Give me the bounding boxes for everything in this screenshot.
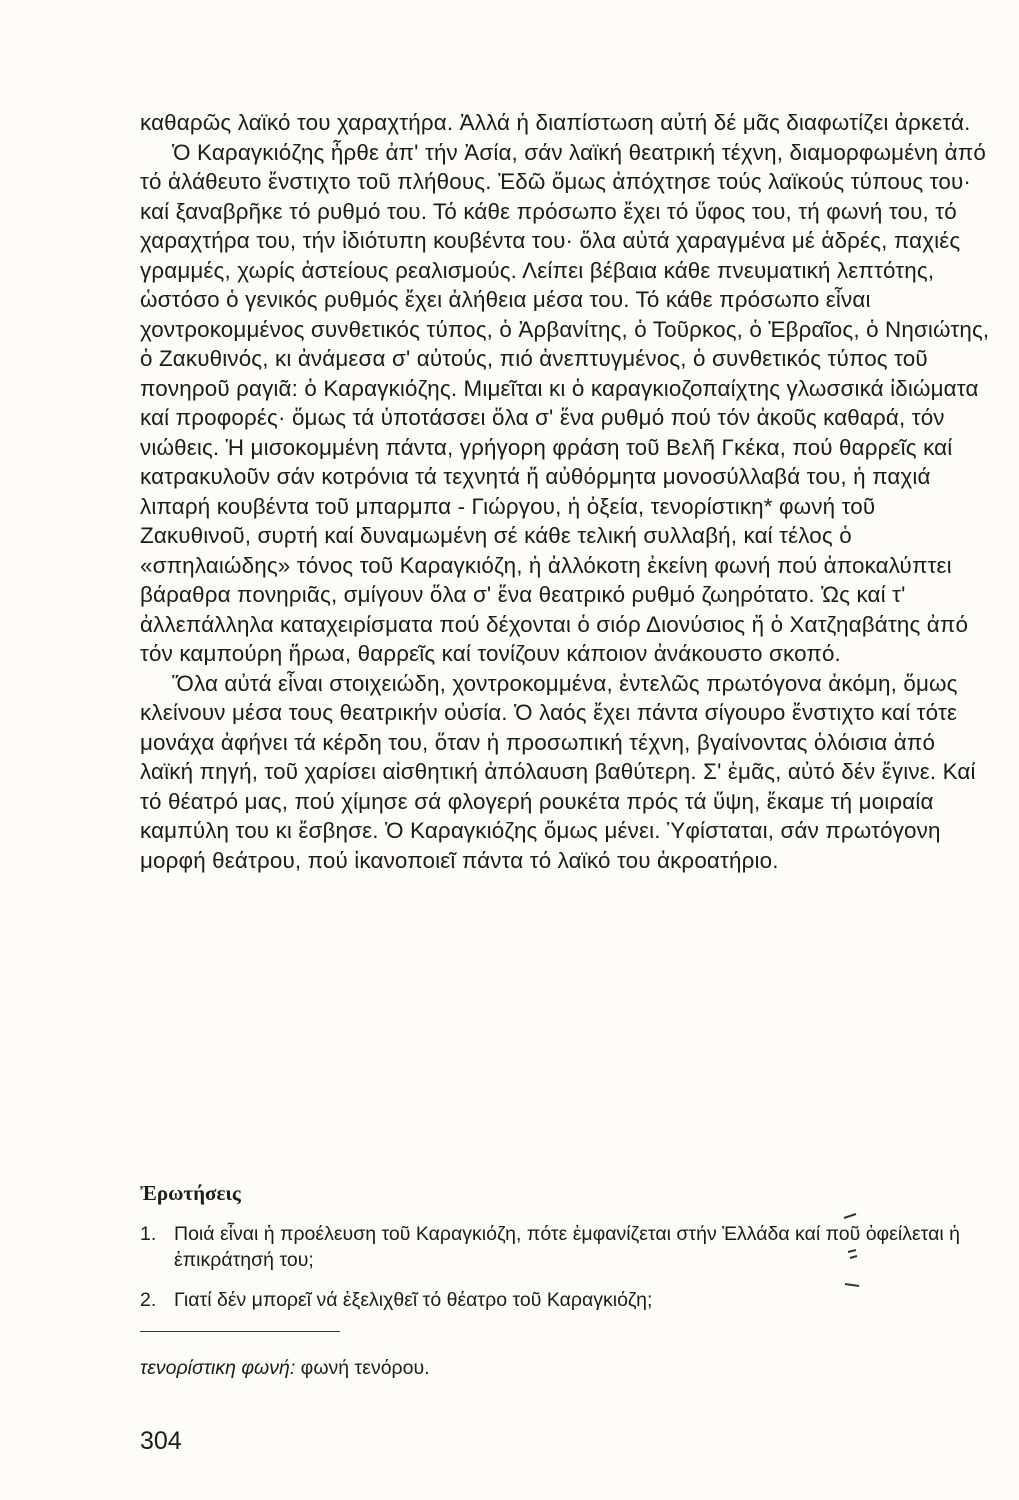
footnote [140, 1355, 430, 1381]
essay-body [140, 108, 990, 875]
footnote-divider [140, 1331, 340, 1332]
questions-heading: Ἐρωτήσεις [140, 1181, 241, 1205]
question-text: Ποιά εἶναι ἡ προέλευση τοῦ Καραγκιόζη, πότε ἐμφανίζεται στήν Ἑλλάδα καί ποῦ ὀφείλεται ἡ ἐπικράτησή του; [174, 1223, 960, 1271]
main-text-block [140, 108, 990, 875]
question-text: Γιατί δέν μπορεῖ νά ἐξελιχθεῖ τό θέατρο τοῦ Καραγκιόζη; [174, 1289, 653, 1311]
paragraph-continuation: καθαρῶς λαϊκό του χαραχτήρα. Ἀλλά ἡ διαπίστωση αὐτή δέ μᾶς διαφωτίζει ἀρκετά. [140, 110, 971, 135]
footnote-term: τενορίστικη φωνή: [140, 1357, 296, 1379]
paragraph-karagiozis-origin: Ὁ Καραγκιόζης ἦρθε ἀπ' τήν Ἀσία, σάν λαϊκή θεατρική τέχνη, διαμορφωμένη ἀπό τό ἀλάθευτο ἔνστιχτο τοῦ πλήθους. Ἐδῶ ὅμως ἀπόχτησε τούς λαϊκούς τύπους του· καί ξαναβρῆκε τό ρυθμό του. Τό κάθε πρόσωπο ἔχει τό ὕφος του, τή φωνή του, τό χαραχτήρα του, τήν ἰδιότυπη κουβέντα του· ὅλα αὐτά χαραγμένα μέ ἁδρές, παχιές γραμμές, χωρίς ἀστείους ρεαλισμούς. Λείπει βέβαια κάθε πνευματική λεπτότης, ὡστόσο ὁ γενικός ρυθμός ἔχει ἀλήθεια μέσα του. Τό κάθε πρόσωπο εἶναι χοντροκομμένος συνθετικός τύπος, ὁ Ἀρβανίτης, ὁ Τοῦρκος, ὁ Ἑβραῖος, ὁ Νησιώτης, ὁ Ζακυθινός, κι ἀνάμεσα σ' αὐτούς, πιό ἀνεπτυγμένος, ὁ συνθετικός τύπος τοῦ πονηροῦ ραγιᾶ: ὁ Καραγκιόζης. Μιμεῖται κι ὁ καραγκιοζοπαίχτης γλωσσικά ἰδιώματα καί προφορές· ὅμως τά ὑποτάσσει ὅλα σ' ἕνα ρυθμό πού τόν ἀκοῦς καθαρά, τόν νιώθεις. Ἡ μισοκομμένη πάντα, γρήγορη φράση τοῦ Βελῆ Γκέκα, πού θαρρεῖς καί κατρακυλοῦν σάν κοτρόνια τά τεχνητά ἤ αὐθόρμητα μονοσύλλαβά του, ἡ παχιά λιπαρή κουβέντα τοῦ μπαρμπα - Γιώργου, ἡ ὀξεία, τενορίστικη* φωνή τοῦ Ζακυθινοῦ, συρτή καί δυναμωμένη σέ κάθε τελική συλλαβή, καί τέλος ὁ «σπηλαιώδης» τόνος τοῦ Καραγκιόζη, ἡ ἀλλόκοτη ἐκείνη φωνή πού ἀποκαλύπτει βάραθρα πονηριᾶς, σμίγουν ὅλα σ' ἕνα θεατρικό ρυθμό ζωηρότατο. Ὡς καί τ' ἀλλεπάλληλα καταχειρίσματα πού δέχονται ὁ σιόρ Διονύσιος ἤ ὁ Χατζηαβάτης ἀπό τόν καμπούρη ἥρωα, θαρρεῖς καί τονίζουν κάποιον ἀνάκουστο σκοπό. [140, 139, 990, 666]
paragraph-conclusion: Ὅλα αὐτά εἶναι στοιχειώδη, χοντροκομμένα, ἐντελῶς πρωτόγονα ἀκόμη, ὅμως κλείνουν μέσα τους θεατρικήν οὐσία. Ὁ λαός ἔχει πάντα σίγουρο ἔνστιχτο καί τότε μονάχα ἀφήνει τά κέρδη του, ὅταν ἡ προσωπική τέχνη, βγαίνοντας ὁλόισια ἀπό λαϊκή πηγή, τοῦ χαρίσει αἰσθητική ἀπόλαυση βαθύτερη. Σ' ἐμᾶς, αὐτό δέν ἔγινε. Καί τό θέατρό μας, πού χίμησε σά φλογερή ρουκέτα πρός τά ὕψη, ἔκαμε τή μοιραία καμπύλη του κι ἔσβησε. Ὁ Καραγκιόζης ὅμως μένει. Ὑφίσταται, σάν πρωτόγονη μορφή θεάτρου, πού ἱκανοποιεῖ πάντα τό λαϊκό του ἀκροατήριο. [140, 670, 976, 873]
page-number: 304 [140, 1427, 182, 1455]
pencil-margin-mark-icon [842, 1212, 862, 1292]
footnote-definition: φωνή τενόρου. [300, 1357, 430, 1379]
question-number: 2. [140, 1289, 157, 1311]
question-number: 1. [140, 1223, 157, 1245]
